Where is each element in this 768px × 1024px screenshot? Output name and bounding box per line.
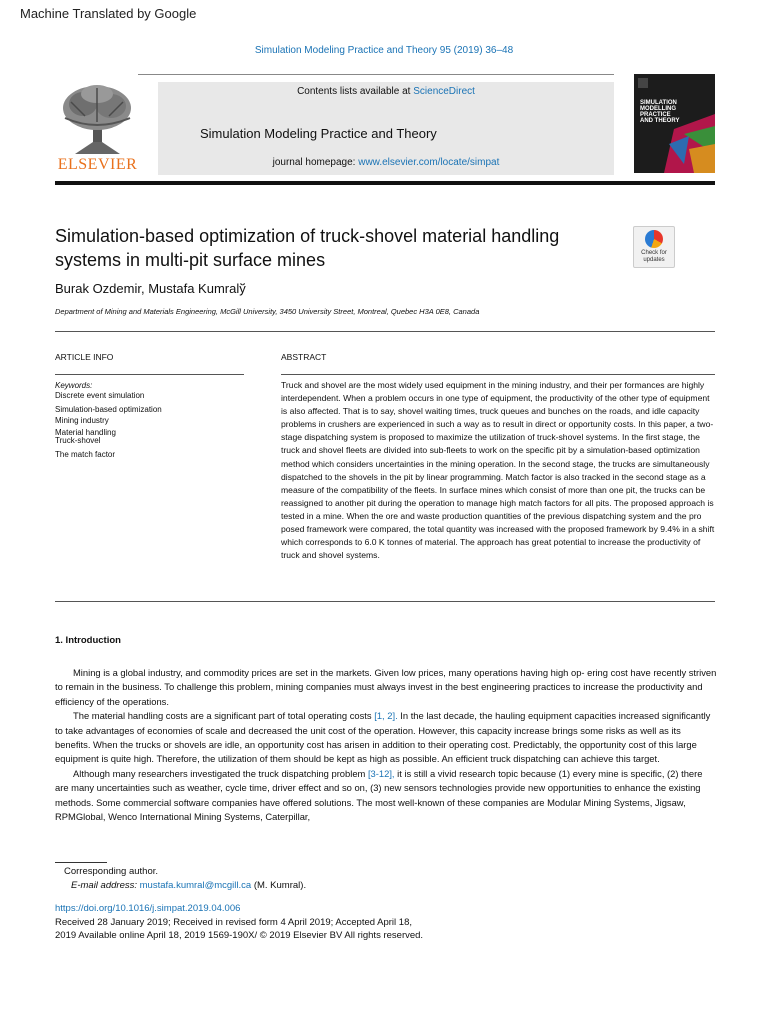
contents-line (158, 86, 614, 97)
article-info-rule (55, 374, 244, 375)
abstract-text: Truck and shovel are the most widely used equipment in the mining industry, and their per formances are highly interdependent. When a problem occurs in one type of equipment, the productivity of the other type of equipment is also affected. That is to say, shovel waiting times, truck queues and bunches on the roads, and idle capacity problems in crushers are experienced in such a way as to result in direct or opportunity costs. In this paper, a two-stage dispatching system is proposed to maximize the utilization of truck-shovel systems. In the first stage, the truck and shovel fleets are divided into sub-fleets to work on the specific pit by a simulation-based optimization method which considers uncertainties in the mining operation. In the second stage, the trucks are simultaneously dispatched to the shovels in the pit by linear programming. Match factor is also tracked in the second stage as a measure of the compatibility of the fleets. In surface mines which consist of more than one pit, the trucks can be reassigned to another pit during the operation to manage high match factors for all pits. The proposed approach is tested in a mine. When the ore and waste production quantities of the previous dispatching system and the pro posed framework were compared, the total quantity was increased with the proposed framework by 9.4% in a shift which corresponds to 6.0 K tonnes of material. The approach has great potential to increase the productivity of truck and shovel systems. (281, 380, 715, 561)
keyword-item: Simulation-based optimization (55, 404, 162, 414)
paragraph: Mining is a global industry, and commodity prices are set in the markets. Given low prices, many operations having high op- ering cost have recently striven to remain in the business. To challenge this problem, mining companies must always invest in the best engineering practices to increase the productivity and efficiency of the operations. (55, 667, 717, 707)
cover-title: SIMULATION MODELLING PRACTICE AND THEORY (640, 100, 680, 124)
elsevier-wordmark: ELSEVIER (57, 156, 138, 173)
article-info-heading: ARTICLE INFO (55, 352, 114, 362)
abstract-heading: ABSTRACT (281, 352, 327, 362)
email-label: E-mail address: (71, 880, 140, 891)
paragraph: Although many researchers investigated the truck dispatching problem [3-12], it is still a vivid research topic because (1) every mine is specific, (2) there are many uncertainties such as weather, cycle time, driver effect and so on, (3) new sensors technologies provide new opportunities to enhance the existing methods. Some commercial software companies have offered solutions. The most well-known of these companies are Modular Mining Systems, Jigsaw, RPMGlobal, Wenco International Mining Systems, Caterpillar, (55, 767, 703, 823)
email-suffix: (M. Kumral). (251, 880, 307, 891)
abstract-end-rule (55, 601, 715, 602)
keywords-label: Keywords: (55, 381, 93, 390)
citation-ref-link[interactable]: [3-12], (367, 767, 395, 779)
elsevier-tree-icon (55, 82, 140, 156)
paper-title: Simulation-based optimization of truck-shovel material handling systems in multi-pit surface mines (55, 226, 560, 270)
affiliation: Department of Mining and Materials Engineering, McGill University, 3450 University Street, Montreal, Quebec H3A 0E8, Canada (55, 307, 480, 316)
keywords-list (55, 390, 162, 460)
keyword-item: The match factor (55, 449, 116, 459)
machine-translation-banner: Machine Translated by Google (20, 6, 197, 21)
footnote-divider (55, 862, 107, 863)
contents-prefix: Contents lists available at (297, 86, 414, 97)
email-link[interactable]: mustafa.kumral@mcgill.ca (139, 880, 252, 891)
introduction-heading: 1. Introduction (55, 635, 121, 646)
sciencedirect-link[interactable]: ScienceDirect (413, 86, 475, 97)
introduction-body (55, 666, 717, 824)
journal-title: Simulation Modeling Practice and Theory (200, 126, 437, 141)
citation-ref-link[interactable]: [1, 2]. (374, 710, 398, 722)
keyword-item: Discrete event simulation (55, 391, 145, 400)
paragraph: The material handling costs are a significant part of total operating costs [1, 2]. In the last decade, the hauling equipment capacities increased significantly to take advantages of economies of scale and decreased the unit cost of the operation. However, this capacity increase brings some risks as well as its benefits. When the trucks or shovels are idle, an opportunity cost has arisen in addition to their operating cost. Predictably, the opportunity cost of this large equipment is quite high. Therefore, the utilization of them should be kept as high as possible. An efficient truck dispatching can achieve this target. (55, 710, 711, 765)
header-divider (138, 74, 614, 75)
check-for-updates-button[interactable] (633, 226, 675, 268)
check-updates-icon (645, 230, 663, 248)
keyword-item: Truck-shovel (55, 436, 101, 445)
publication-dates: Received 28 January 2019; Received in revised form 4 April 2019; Accepted April 18, 2019 Available online April 18, 2019 1569-190X/ © 2019 Elsevier BV All rights reserved. (55, 917, 424, 941)
journal-citation-link[interactable]: Simulation Modeling Practice and Theory 95 (2019) 36–48 (254, 45, 514, 56)
homepage-prefix: journal homepage: (272, 157, 359, 168)
doi-link[interactable]: https://doi.org/10.1016/j.simpat.2019.04.006 (55, 903, 241, 914)
journal-header (158, 82, 614, 175)
homepage-line (158, 157, 614, 168)
homepage-link[interactable]: www.elsevier.com/locate/simpat (358, 157, 500, 168)
title-divider (55, 331, 715, 332)
keyword-item: Material handling (55, 427, 116, 437)
keyword-item: Mining industry (55, 416, 109, 425)
header-thick-rule (55, 181, 715, 185)
authors: Burak Ozdemir, Mustafa Kumralў (55, 281, 246, 296)
abstract-rule (281, 374, 715, 375)
email-note (71, 880, 306, 891)
corresponding-author-note: Corresponding author. (64, 866, 159, 877)
check-updates-label: Check for updates (641, 250, 667, 263)
journal-cover-image (634, 74, 715, 173)
